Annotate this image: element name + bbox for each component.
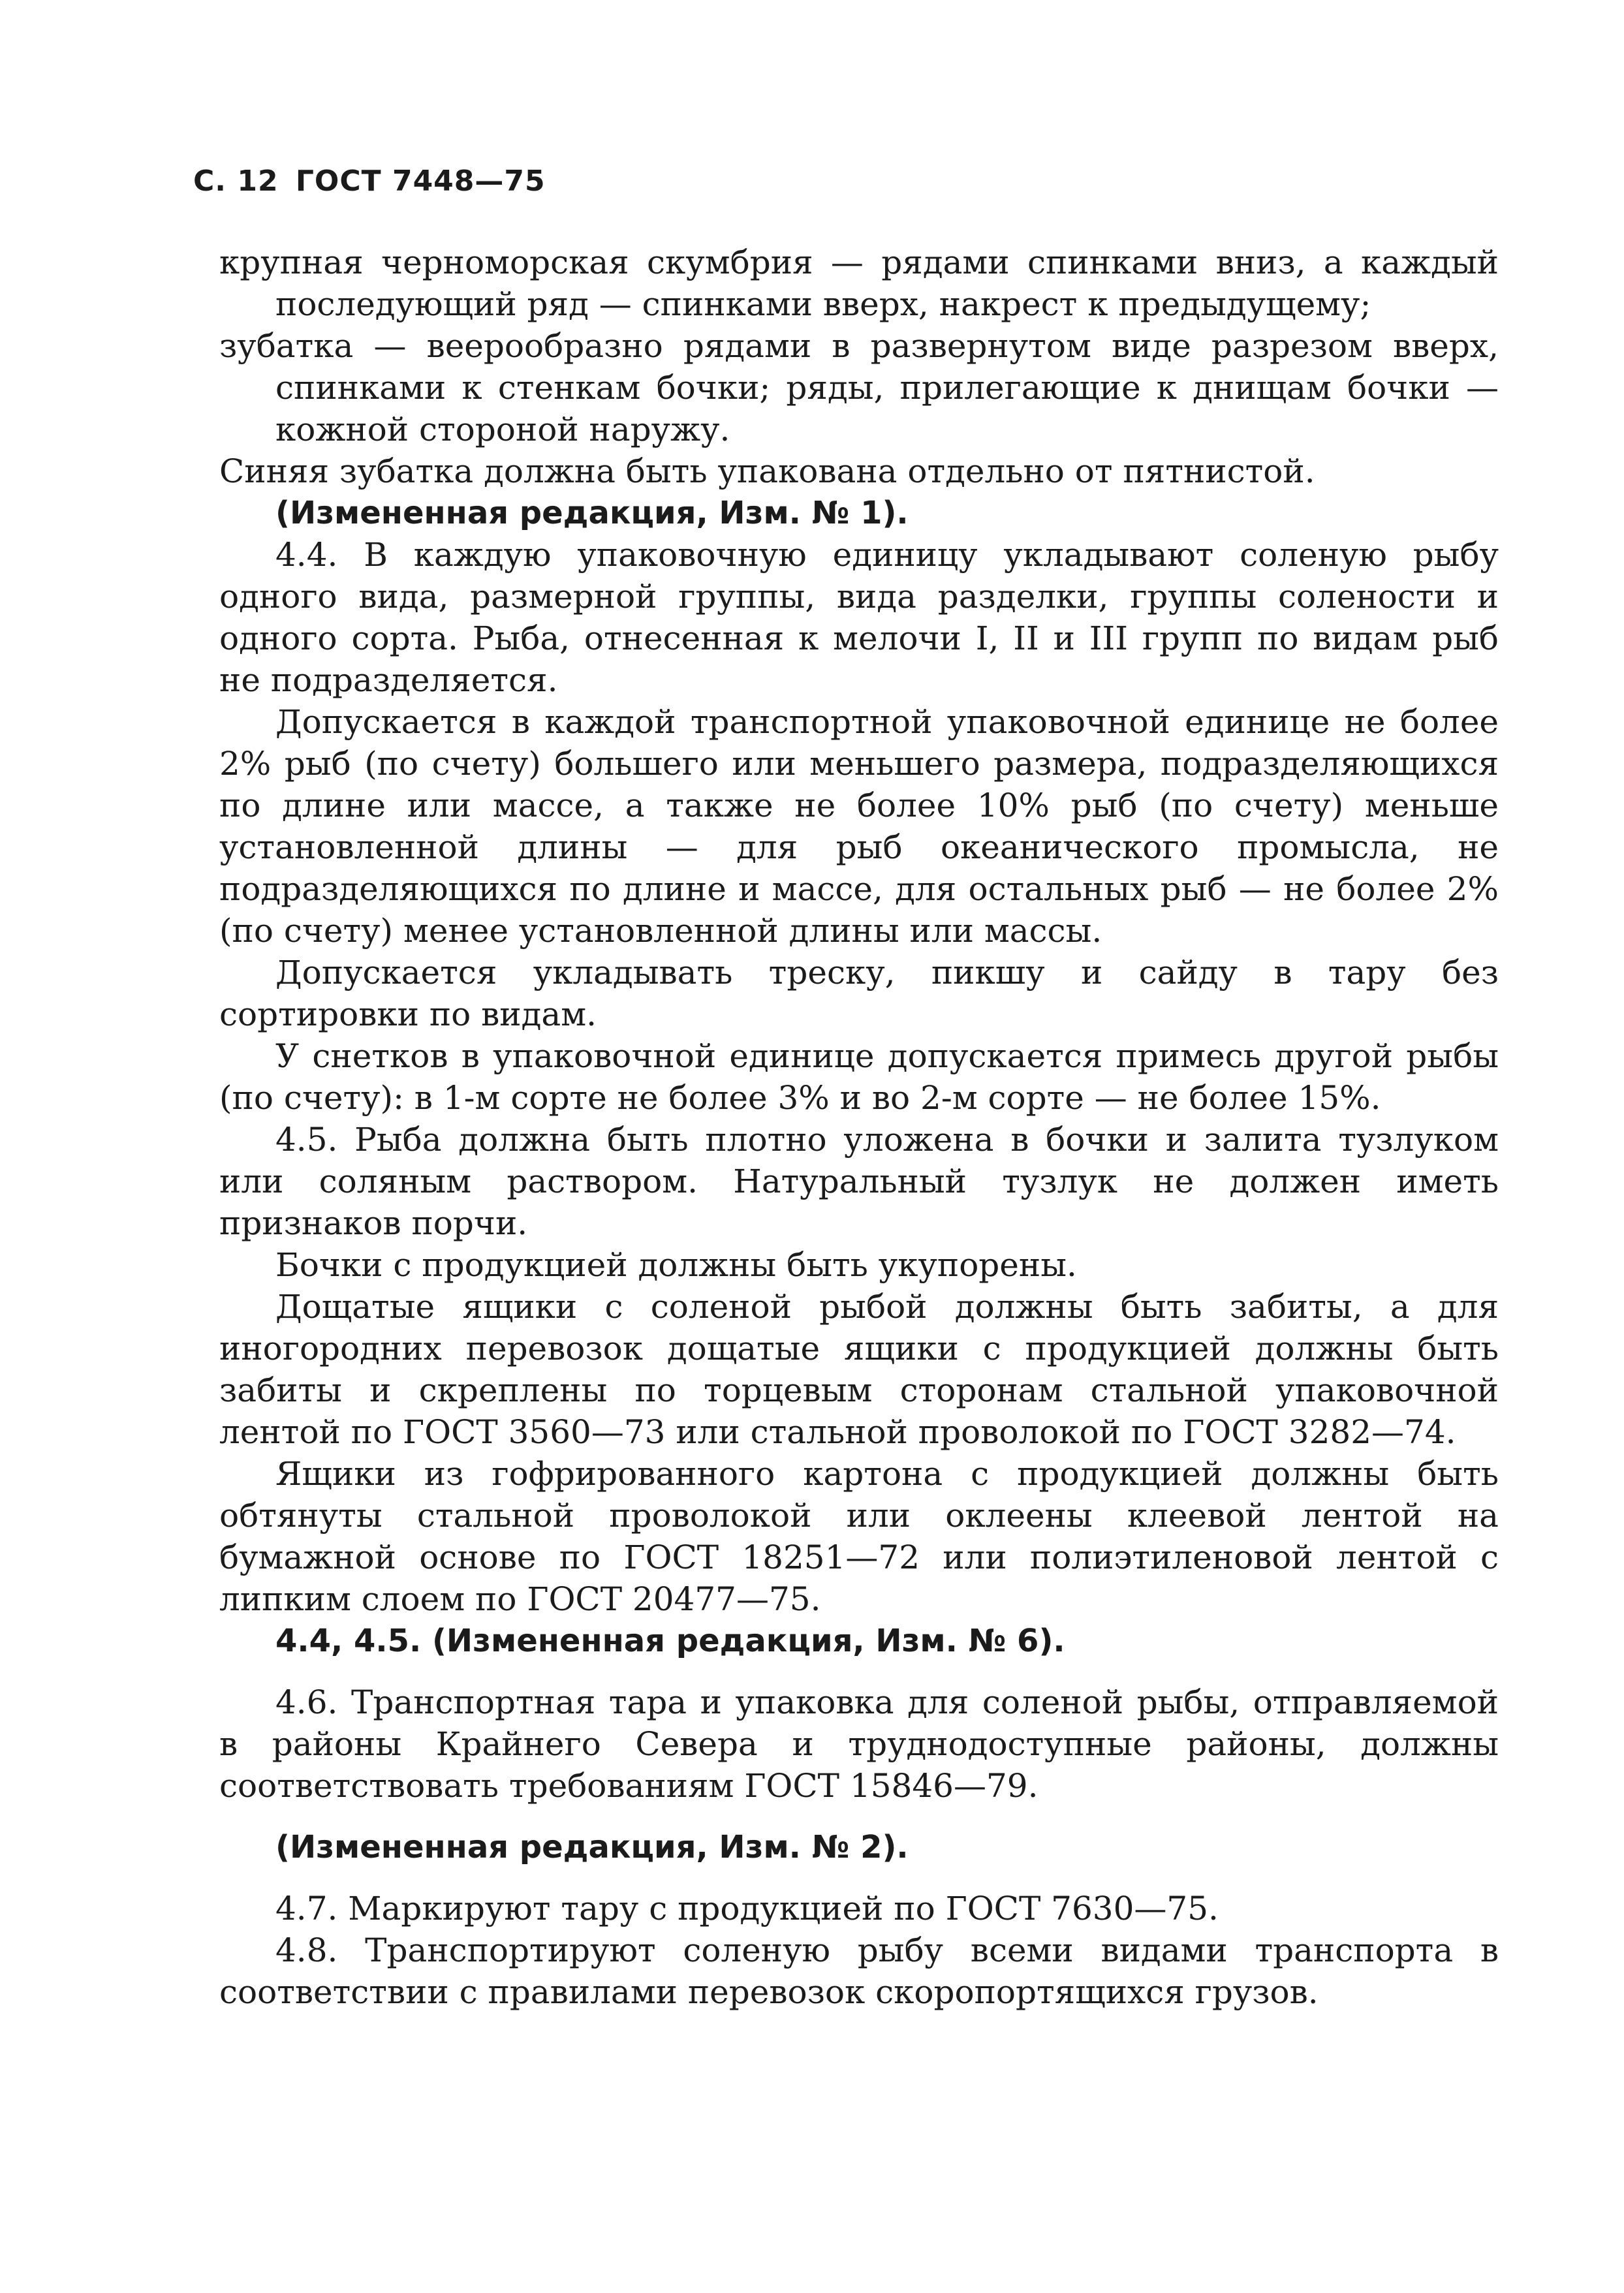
paragraph-size-tolerance: Допускается в каждой транспортной упаковочной единице не более 2% рыб (по счету) большего или меньшего размера, подразделяющихся по длине или массе, а также не более 10% рыб (по счету) меньше установленной длины — для рыб океанического промысла, не подразделяющихся по длине и массе, для остальных рыб — не более 2% (по счету) менее установленной длины или массы. bbox=[219, 703, 1499, 950]
paragraph-barrels: Бочки с продукцией должны быть укупорены. bbox=[275, 1246, 1077, 1284]
amendment-note-1: (Измененная редакция, Изм. № 1). bbox=[275, 495, 909, 531]
paragraph-blue-wolffish: Синяя зубатка должна быть упакована отдельно от пятнистой. bbox=[219, 452, 1315, 490]
amendment-note-6: 4.4, 4.5. (Измененная редакция, Изм. № 6). bbox=[275, 1623, 1065, 1659]
clause-4-5: 4.5. Рыба должна быть плотно уложена в бочки и залита тузлуком или соляным раствором. Натуральный тузлук не должен иметь признаков порчи. bbox=[219, 1121, 1499, 1242]
page-number: С. 12 bbox=[193, 164, 279, 198]
paragraph-wolffish: зубатка — веерообразно рядами в развернутом виде разрезом вверх, спинками к стенкам бочки; ряды, прилегающие к днищам бочки — кожной стороной наружу. bbox=[219, 327, 1499, 448]
document-body bbox=[219, 242, 1499, 2013]
clause-4-7: 4.7. Маркируют тару с продукцией по ГОСТ 7630—75. bbox=[275, 1890, 1219, 1927]
clause-4-6: 4.6. Транспортная тара и упаковка для соленой рыбы, отправляемой в районы Крайнего Севера и труднодоступные районы, должны соответствовать требованиям ГОСТ 15846—79. bbox=[219, 1683, 1499, 1805]
paragraph-mackerel: крупная черноморская скумбрия — рядами спинками вниз, а каждый последующий ряд — спинками вверх, накрест к предыдущему; bbox=[219, 243, 1499, 323]
amendment-note-2: (Измененная редакция, Изм. № 2). bbox=[275, 1829, 909, 1865]
paragraph-cardboard-boxes: Ящики из гофрированного картона с продукцией должны быть обтянуты стальной проволокой или оклеены клеевой лентой на бумажной основе по ГОСТ 18251—72 или полиэтиленовой лентой с липким слоем по ГОСТ 20477—75. bbox=[219, 1455, 1499, 1618]
clause-4-4: 4.4. В каждую упаковочную единицу укладывают соленую рыбу одного вида, размерной группы, вида разделки, группы солености и одного сорта. Рыба, отнесенная к мелочи I, II и III групп по видам рыб не подразделяется. bbox=[219, 536, 1499, 699]
paragraph-wooden-boxes: Дощатые ящики с соленой рыбой должны быть забиты, а для иногородних перевозок дощатые ящики с продукцией должны быть забиты и скреплены по торцевым сторонам стальной упаковочной лентой по ГОСТ 3560—73 или стальной проволокой по ГОСТ 3282—74. bbox=[219, 1288, 1499, 1451]
paragraph-cod-packing: Допускается укладывать треску, пикшу и сайду в тару без сортировки по видам. bbox=[219, 954, 1499, 1033]
page-header bbox=[193, 164, 546, 198]
paragraph-smelt-admixture: У снетков в упаковочной единице допускается примесь другой рыбы (по счету): в 1-м сорте не более 3% и во 2-м сорте — не более 15%. bbox=[219, 1037, 1499, 1117]
clause-4-8: 4.8. Транспортируют соленую рыбу всеми видами транспорта в соответствии с правилами перевозок скоропортящихся грузов. bbox=[219, 1931, 1499, 2011]
standard-code: ГОСТ 7448—75 bbox=[295, 164, 546, 198]
